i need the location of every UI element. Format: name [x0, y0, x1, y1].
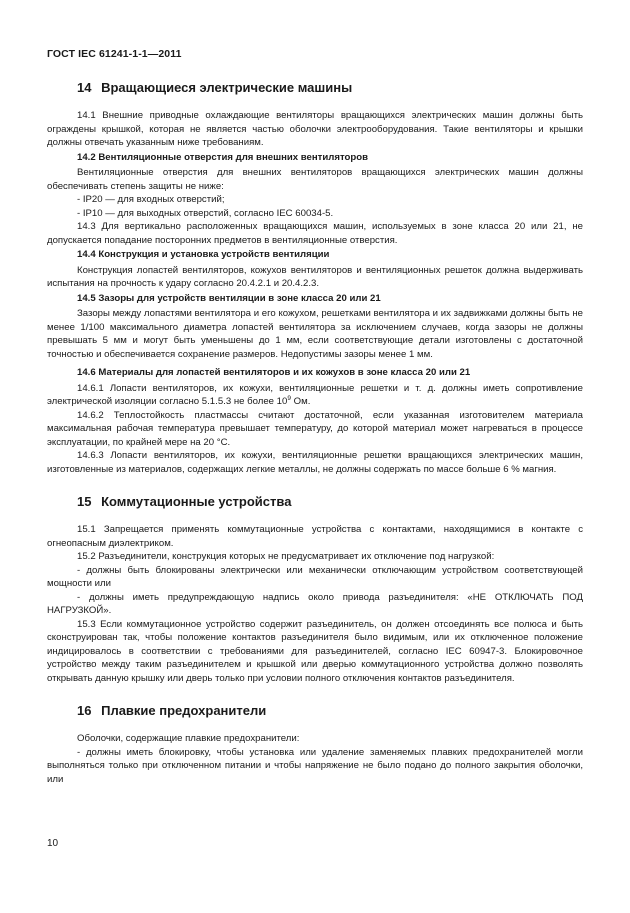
- paragraph: Конструкция лопастей вентиляторов, кожухов вентиляторов и вентиляционных решеток должна выдерживать испытания на прочность к удару согласно 20.4.2.1 и 20.4.2.3.: [47, 264, 583, 289]
- paragraph: 14.3 Для вертикально расположенных вращающихся машин, используемых в зоне класса 20 или 21, не допускается попадание посторонних предметов в вентиляционные отверстия.: [47, 221, 583, 246]
- subsection-heading: 14.6 Материалы для лопастей вентиляторов и их кожухов в зоне класса 20 или 21: [77, 367, 471, 378]
- page-number: 10: [47, 838, 59, 849]
- document-header: ГОСТ IEC 61241-1-1—2011: [47, 48, 182, 60]
- section-number: 15: [77, 494, 92, 509]
- paragraph: Зазоры между лопастями вентилятора и его кожухом, решетками вентилятора и их задвижками должны быть не менее 1/100 максимального диаметра лопастей вентилятора за исключением случаев, когда зазоры не должны превышать 5 мм и могут быть уменьшены до 1 мм, если соответствующие детали изготовлены с достаточной точностью и обеспечивается сохранение размеров. Недопустимы зазоры менее 1 мм.: [47, 308, 583, 360]
- paragraph: 15.2 Разъединители, конструкция которых не предусматривает их отключение под нагрузкой:: [77, 551, 495, 562]
- subsection-heading: 14.5 Зазоры для устройств вентиляции в зоне класса 20 или 21: [77, 292, 381, 304]
- paragraph: 14.1 Внешние приводные охлаждающие вентиляторы вращающихся электрических машин должны быть ограждены крышкой, которая не является частью оболочки электрооборудования. Такие вентиляторы и крышки должны отвечать указанным ниже требованиям.: [47, 110, 583, 148]
- text-run: Ом.: [290, 396, 311, 407]
- document-body: [47, 80, 583, 786]
- section-15-title: [47, 494, 583, 510]
- text-run: 14.6.1 Лопасти вентиляторов, их кожухи, вентиляционные решетки и т. д. должны иметь сопротивление электрической изоляции согласно 5.1.5.3 не более 10: [47, 382, 583, 407]
- section-16-title: [47, 703, 583, 719]
- section-heading: Коммутационные устройства: [101, 494, 292, 509]
- paragraph: 15.1 Запрещается применять коммутационные устройства с контактами, находящимися в контакте с огнеопасным диэлектриком.: [47, 524, 583, 549]
- section-number: 16: [77, 703, 92, 718]
- list-item: - должны иметь блокировку, чтобы установка или удаление заменяемых плавких предохранителей могли выполняться только при отключенном питании и чтобы напряжение не было подано до полного закрытия оболочки, или: [47, 746, 583, 785]
- section-14-title: [47, 80, 583, 96]
- section-heading: Плавкие предохранители: [101, 703, 267, 718]
- paragraph: 14.6.3 Лопасти вентиляторов, их кожухи, вентиляционные решетки вращающихся электрических машин, изготовленные из материалов, содержащих легкие металлы, не должны содержать по массе больше 6 % магния.: [47, 450, 583, 475]
- paragraph: Вентиляционные отверстия для внешних вентиляторов вращающихся электрических машин должны обеспечивать степень защиты не ниже:: [47, 167, 583, 192]
- section-number: 14: [77, 80, 92, 95]
- paragraph: 15.3 Если коммутационное устройство содержит разъединитель, он должен отсоединять все полюса и быть сконструирован так, чтобы положение контактов разъединителя было видимым, или их отключенное положение индицировалось в соответствии с требованиями для разъединителей, согласно IEC 60947-3. Блокировочное устройство между таким разъединителем и крышкой или дверью коммутационного устройства должно позволять открывать данную крышку или дверь только при условии полного отключения контактов разъединителя.: [47, 618, 583, 684]
- paragraph: 14.6.2 Теплостойкость пластмассы считают достаточной, если указанная изготовителем материала максимальная рабочая температура превышает температуру, до которой материал может нагреваться в процессе эксплуатации, по крайней мере на 20 °С.: [47, 409, 583, 448]
- subsection-heading: 14.2 Вентиляционные отверстия для внешних вентиляторов: [77, 151, 369, 163]
- subsection-heading: 14.4 Конструкция и установка устройств вентиляции: [77, 249, 330, 260]
- section-heading: Вращающиеся электрические машины: [101, 80, 353, 95]
- list-item: - IP20 — для входных отверстий;: [77, 194, 225, 205]
- superscript: 9: [287, 394, 291, 402]
- list-item: - должны иметь предупреждающую надпись около привода разъединителя: «НЕ ОТКЛЮЧАТЬ ПОД НАГРУЗКОЙ».: [47, 591, 583, 616]
- paragraph: Оболочки, содержащие плавкие предохранители:: [77, 733, 300, 744]
- list-item: - IP10 — для выходных отверстий, согласно IEC 60034-5.: [77, 207, 334, 219]
- list-item: - должны быть блокированы электрически или механически отключающим устройством соответствующей мощности или: [47, 564, 583, 589]
- paragraph: [47, 382, 583, 409]
